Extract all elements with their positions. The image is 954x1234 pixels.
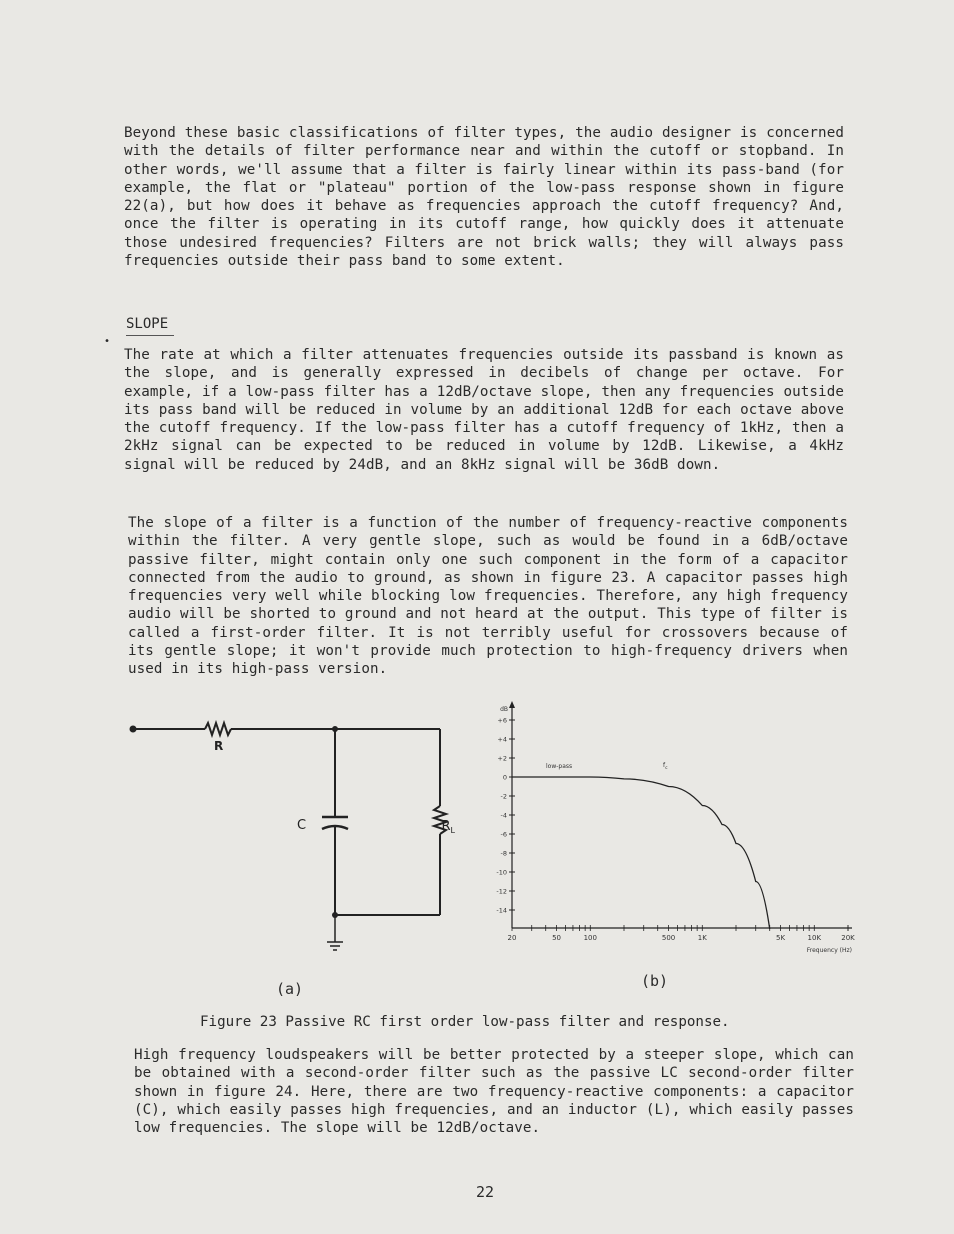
figure-label-b: (b) bbox=[641, 972, 669, 990]
y-tick-label: +2 bbox=[497, 754, 507, 763]
capacitor-label: C bbox=[297, 818, 307, 833]
paragraph-first-order: The slope of a filter is a function of the number of frequency-reactive components within the filter. A very gentle slope, such as would be found in a 6dB/octave passive filter, might contain only one such component in the form of a capacitor connected from the audio to ground, as shown in figure 23. A capacitor passes high frequencies very well while blocking low frequencies. Therefore, any high frequency audio will be shorted to ground and not heard at the output. This type of filter is called a first-order filter. It is not terribly useful for crossovers because of its gentle slope; it won't provide much protection to high-frequency drivers when used in its high-pass version. bbox=[128, 515, 848, 678]
y-tick-label: -6 bbox=[500, 830, 507, 839]
y-tick-label: -8 bbox=[500, 849, 507, 858]
figure-label-a: (a) bbox=[276, 980, 304, 998]
y-tick-label: +6 bbox=[497, 716, 507, 725]
resistor-symbol bbox=[205, 723, 231, 735]
figure-caption: Figure 23 Passive RC first order low-pass filter and response. bbox=[200, 1014, 730, 1030]
x-tick-label: 5K bbox=[776, 934, 786, 942]
resistor-label: R bbox=[214, 739, 224, 753]
section-heading: SLOPE bbox=[126, 316, 169, 332]
y-axis-arrow bbox=[509, 701, 515, 708]
frequency-response-chart bbox=[480, 698, 860, 956]
chart-ticks bbox=[509, 720, 848, 931]
x-tick-label: 10K bbox=[807, 934, 822, 942]
paragraph-slope-definition: The rate at which a filter attenuates frequencies outside its passband is known as the slope, and is generally expressed in decibels of change per octave. For example, if a low-pass filter has a 12dB/octave slope, then any frequencies outside its pass band will be reduced in volume by an additional 12dB for each octave above the cutoff frequency. If the low-pass filter has a cutoff frequency of 1kHz, then a 2kHz signal can be expected to be reduced in volume by 12dB. Likewise, a 4kHz signal will be reduced by 24dB, and an 8kHz signal will be 36dB down. bbox=[124, 347, 844, 473]
y-tick-label: -12 bbox=[496, 887, 507, 896]
paragraph-second-order: High frequency loudspeakers will be better protected by a steeper slope, which can be obtained with a second-order filter such as the passive LC second-order filter shown in figure 24. Here, there are two frequency-reactive components: a capacitor (C), which easily passes high frequencies, and an inductor (L), which easily passes low frequencies. The slope will be 12dB/octave. bbox=[134, 1047, 854, 1137]
x-axis-label: Frequency (Hz) bbox=[806, 947, 852, 954]
page-number: 22 bbox=[476, 1183, 495, 1201]
x-tick-label: 100 bbox=[583, 934, 597, 942]
x-tick-label: 50 bbox=[552, 934, 562, 942]
y-tick-label: -10 bbox=[496, 868, 507, 877]
x-tick-label: 20K bbox=[841, 934, 855, 942]
y-tick-label: -14 bbox=[496, 906, 507, 915]
rc-circuit-diagram bbox=[125, 710, 455, 960]
y-tick-label: +4 bbox=[497, 735, 507, 744]
y-axis-label: dB bbox=[500, 706, 508, 713]
y-tick-label: -2 bbox=[500, 792, 507, 801]
chart-labels bbox=[496, 706, 855, 954]
cutoff-label: $f_c$ bbox=[663, 762, 668, 771]
x-tick-label: 1K bbox=[697, 934, 707, 942]
paragraph-intro: Beyond these basic classifications of filter types, the audio designer is concerned with the details of filter performance near and within the cutoff or stopband. In other words, we'll assume that a filter is fairly linear within its pass-band (for example, the flat or "plateau" portion of the low-pass response shown in figure 22(a), but how does it behave as frequencies approach the cutoff frequency? And, once the filter is operating in its cutoff range, how quickly does it attenuate those undesired frequencies? Filters are not brick walls; they will always pass frequencies outside their pass band to some extent. bbox=[124, 125, 844, 270]
series-label: low-pass bbox=[546, 763, 573, 770]
low-pass-response-curve bbox=[512, 777, 770, 929]
y-tick-label: -4 bbox=[500, 811, 507, 820]
x-tick-label: 20 bbox=[507, 934, 517, 942]
y-tick-label: 0 bbox=[502, 773, 507, 782]
x-tick-label: 500 bbox=[661, 934, 676, 942]
margin-mark: • bbox=[104, 336, 111, 347]
heading-underline bbox=[126, 335, 174, 336]
load-resistor-label: $R_L$ bbox=[441, 819, 455, 835]
chart-axes bbox=[509, 701, 852, 928]
